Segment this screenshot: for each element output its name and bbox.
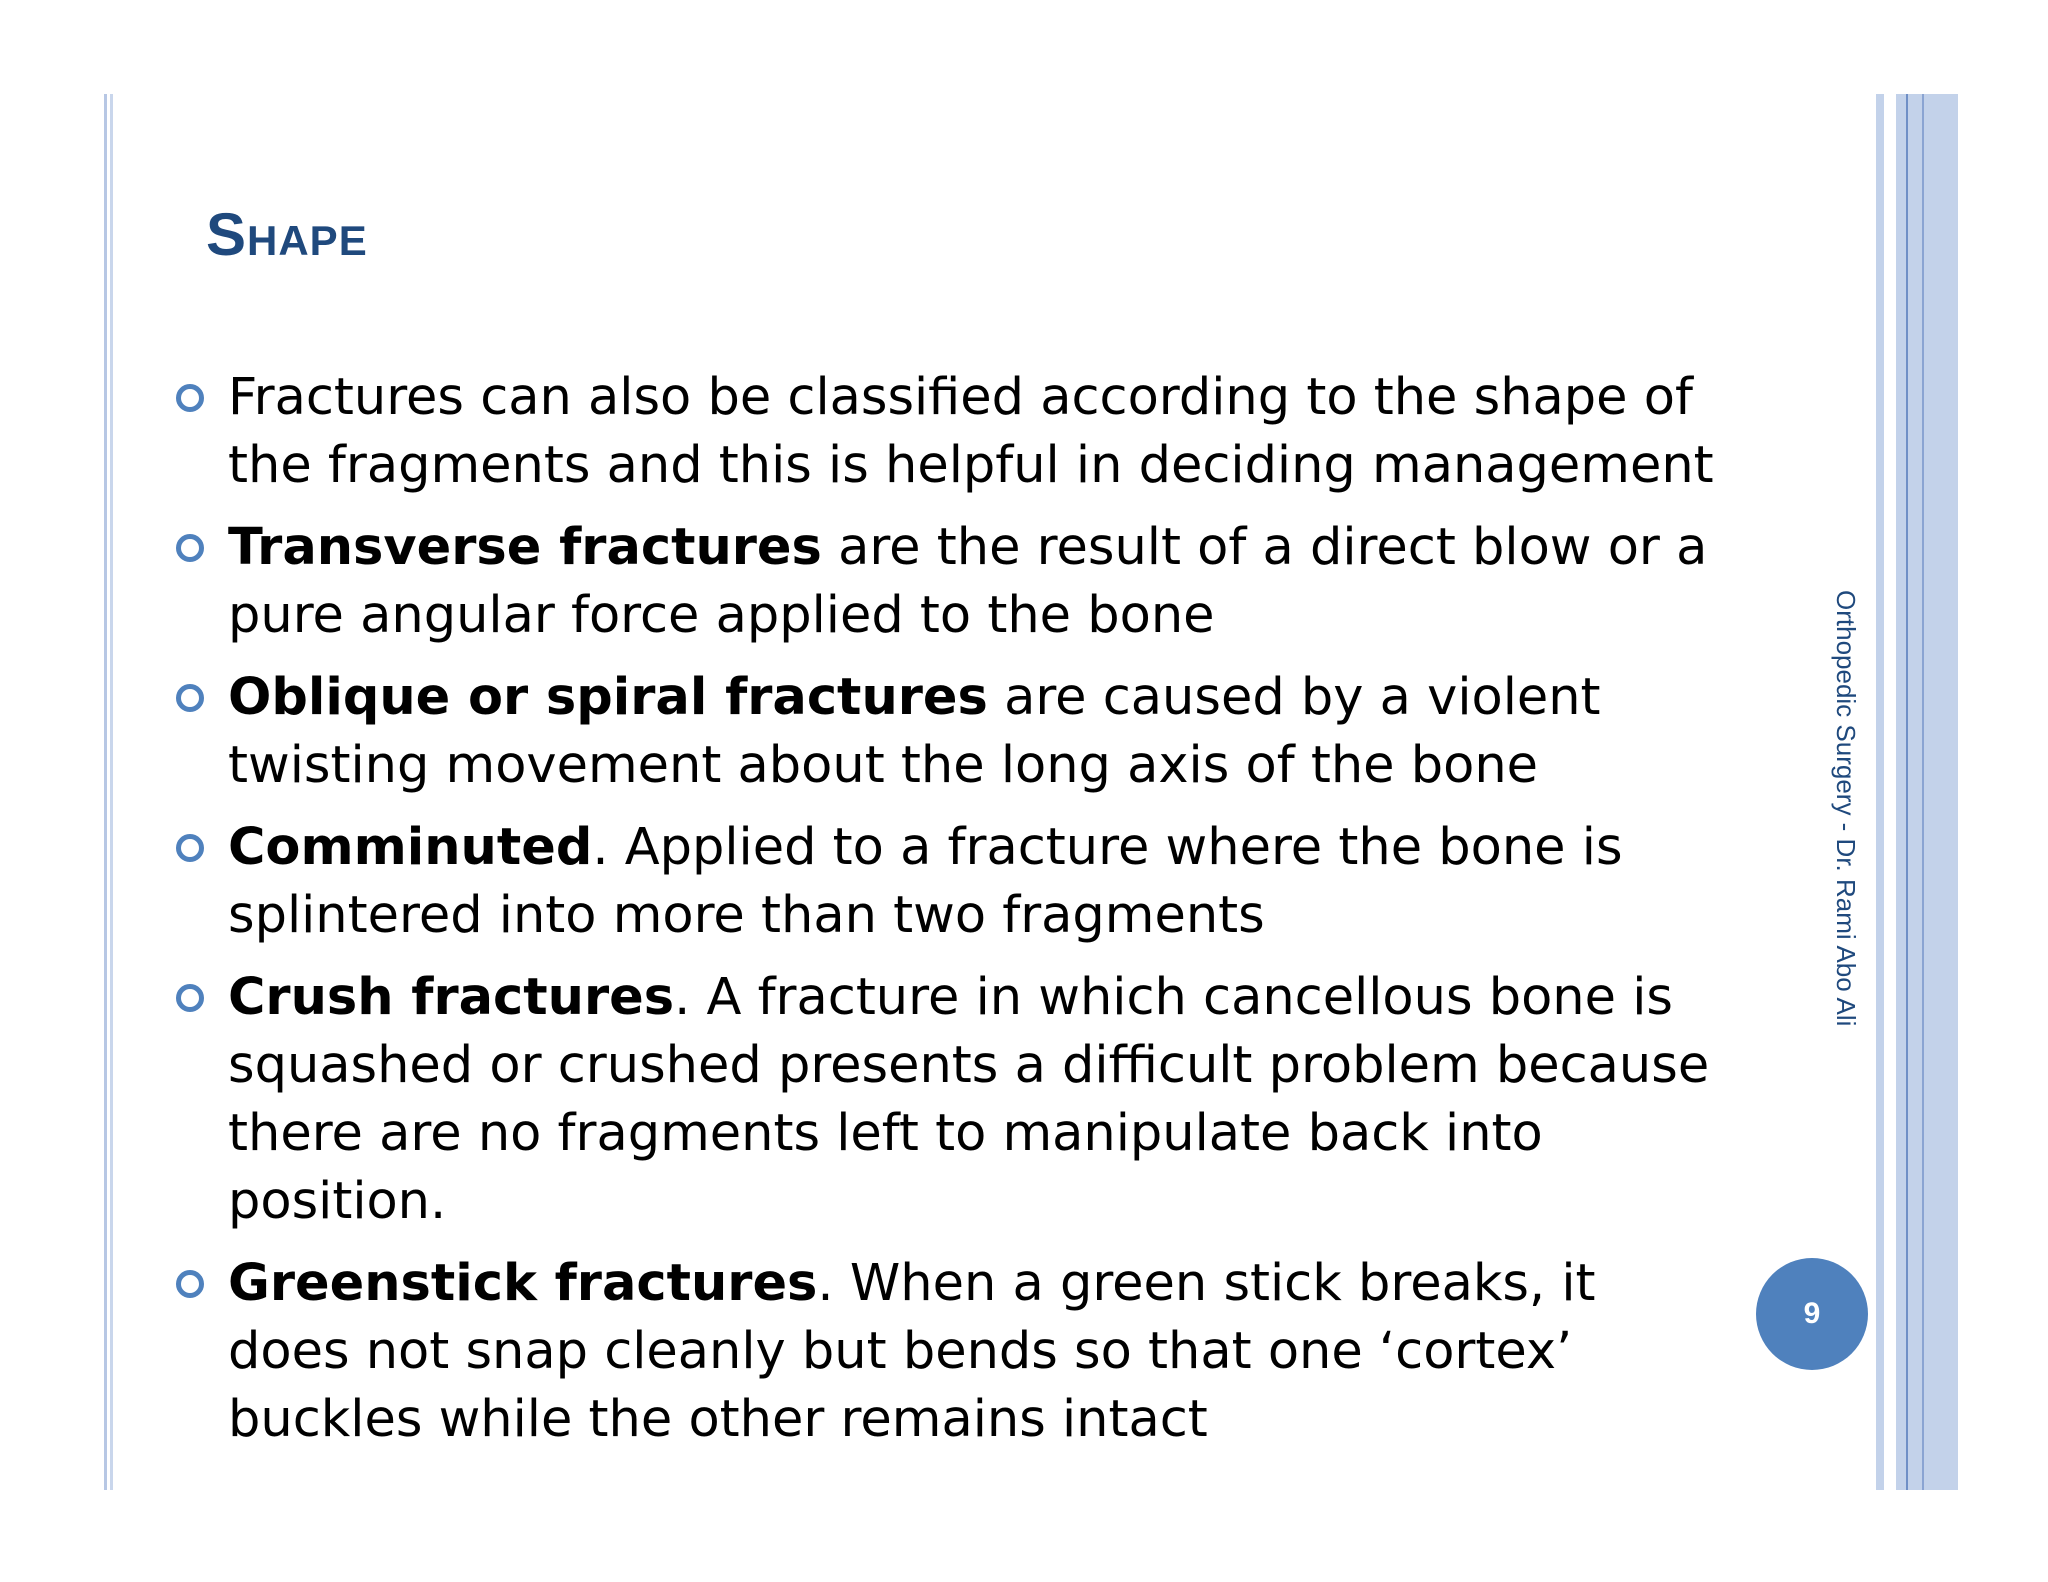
bullet-text: Fractures can also be classified according to the shape of the fragments and this is helpful in deciding management bbox=[228, 368, 1714, 495]
bullet-text: . A fracture in which cancellous bone is squashed or crushed presents a difficult problem because there are no fragments left to manipulate back into position. bbox=[228, 968, 1710, 1231]
bullet-item-3 bbox=[172, 664, 1732, 800]
ring-bullet-icon bbox=[176, 834, 204, 862]
ring-bullet-icon bbox=[176, 384, 204, 412]
bullet-item-1 bbox=[172, 364, 1732, 500]
bullet-term: Oblique or spiral fractures bbox=[228, 668, 988, 727]
slide-title: Shape bbox=[206, 201, 368, 268]
bullet-item-2 bbox=[172, 514, 1732, 650]
bullet-text: are the result of a direct blow or a pure angular force applied to the bone bbox=[228, 518, 1708, 645]
ring-bullet-icon bbox=[176, 1270, 204, 1298]
ring-bullet-icon bbox=[176, 684, 204, 712]
left-border-line bbox=[104, 94, 107, 1490]
vertical-footer-text: Orthopedic Surgery - Dr. Rami Abo Ali bbox=[1831, 590, 1861, 1027]
bullet-item-6 bbox=[172, 1250, 1732, 1454]
right-band-stripe bbox=[1876, 94, 1884, 1490]
bullet-term: Comminuted bbox=[228, 818, 593, 877]
left-border-line-inner bbox=[110, 94, 113, 1490]
bullet-text: . Applied to a fracture where the bone is splintered into more than two fragments bbox=[228, 818, 1623, 945]
bullet-text: . When a green stick breaks, it does not snap cleanly but bends so that one ‘cortex’ buckles while the other remains intact bbox=[228, 1254, 1596, 1449]
right-band-line bbox=[1906, 94, 1908, 1490]
bullet-term: Transverse fractures bbox=[228, 518, 822, 577]
bullet-item-4 bbox=[172, 814, 1732, 950]
right-band-line-second bbox=[1922, 94, 1924, 1490]
bullet-item-5 bbox=[172, 964, 1732, 1236]
ring-bullet-icon bbox=[176, 534, 204, 562]
page-number-badge: 9 bbox=[1756, 1258, 1868, 1370]
bullet-text: are caused by a violent twisting movement about the long axis of the bone bbox=[228, 668, 1601, 795]
ring-bullet-icon bbox=[176, 984, 204, 1012]
bullet-list bbox=[172, 364, 1732, 1468]
bullet-term: Greenstick fractures bbox=[228, 1254, 818, 1313]
bullet-term: Crush fractures bbox=[228, 968, 675, 1027]
